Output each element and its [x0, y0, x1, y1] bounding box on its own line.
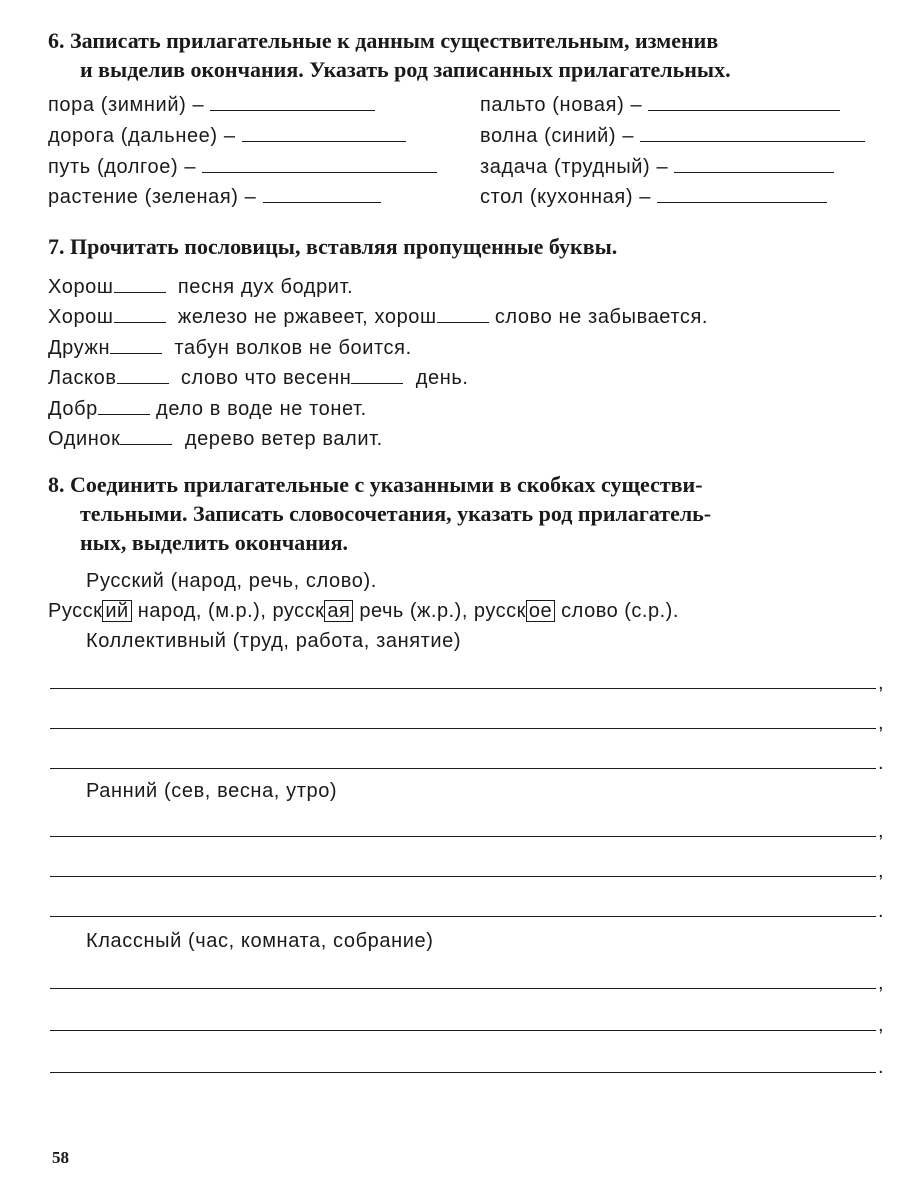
task7-number: 7.	[48, 234, 65, 259]
letter-blank[interactable]	[114, 308, 166, 323]
task6-heading	[48, 26, 883, 84]
group-title-collective: Коллективный (труд, работа, занятие)	[86, 630, 462, 652]
answer-blank[interactable]	[648, 94, 840, 111]
writing-line[interactable]	[50, 836, 876, 837]
writing-line[interactable]	[50, 988, 876, 989]
group-title-early: Ранний (сев, весна, утро)	[86, 780, 338, 802]
task8-text-line1: Соединить прилагательные с указанными в скобках существи-	[70, 472, 703, 497]
writing-line[interactable]	[50, 688, 876, 689]
writing-line[interactable]	[50, 728, 876, 729]
task6-left-item: дорога (дальнее) –	[48, 125, 406, 148]
task7-text: Прочитать пословицы, вставляя пропущенные буквы.	[70, 234, 618, 259]
group-title-class: Классный (час, комната, собрание)	[86, 930, 434, 952]
task7-heading	[48, 232, 883, 261]
writing-line[interactable]	[50, 1030, 876, 1031]
task6-left-item: растение (зеленая) –	[48, 186, 381, 209]
ending-box: ое	[526, 600, 555, 622]
answer-blank[interactable]	[263, 186, 381, 203]
proverb-line: Хорош железо не ржавеет, хорош слово не забывается.	[48, 306, 709, 328]
writing-line[interactable]	[50, 916, 876, 917]
letter-blank[interactable]	[351, 369, 403, 384]
task6-number: 6.	[48, 28, 65, 53]
task6-right-item: волна (синий) –	[480, 125, 865, 148]
task6-right-item: пальто (новая) –	[480, 94, 840, 117]
ending-box: ая	[324, 600, 353, 622]
answer-blank[interactable]	[242, 125, 406, 142]
task6-left-item: путь (долгое) –	[48, 156, 437, 179]
answer-blank[interactable]	[202, 156, 437, 173]
task6-right-item: стол (кухонная) –	[480, 186, 827, 209]
writing-line[interactable]	[50, 876, 876, 877]
ending-box: ий	[102, 600, 131, 622]
task6-right-item: задача (трудный) –	[480, 156, 834, 179]
letter-blank[interactable]	[120, 430, 172, 445]
answer-blank[interactable]	[674, 156, 834, 173]
task8-heading	[48, 470, 883, 557]
task8-text-line2: тельными. Записать словосочетания, указать род прилагатель-	[80, 501, 712, 526]
page-number: 58	[52, 1148, 69, 1167]
letter-blank[interactable]	[117, 369, 169, 384]
task6-left-item: пора (зимний) –	[48, 94, 375, 117]
task6-text-line2: и выделив окончания. Указать род записанных прилагательных.	[80, 57, 731, 82]
proverb-line: Одинок дерево ветер валит.	[48, 428, 383, 450]
letter-blank[interactable]	[437, 308, 489, 323]
task8-text-line3: ных, выделить окончания.	[80, 530, 348, 555]
answer-blank[interactable]	[210, 94, 375, 111]
letter-blank[interactable]	[114, 278, 166, 293]
proverb-line: Ласков слово что весенн день.	[48, 367, 469, 389]
letter-blank[interactable]	[110, 339, 162, 354]
task6-text-line1: Записать прилагательные к данным существительным, изменив	[70, 28, 719, 53]
answer-blank[interactable]	[640, 125, 865, 142]
writing-line[interactable]	[50, 768, 876, 769]
answer-blank[interactable]	[657, 186, 827, 203]
proverb-line: Добр дело в воде не тонет.	[48, 398, 367, 420]
proverb-line: Хорош песня дух бодрит.	[48, 276, 354, 298]
writing-line[interactable]	[50, 1072, 876, 1073]
task8-number: 8.	[48, 472, 65, 497]
example-answer: Русск ий народ, (м.р.), русск ая речь (ж.р.), русск ое слово (с.р.).	[48, 600, 679, 622]
letter-blank[interactable]	[98, 400, 150, 415]
proverb-line: Дружн табун волков не боится.	[48, 337, 412, 359]
workbook-page: 6. Записать прилагательные к данным существительным, изменив и выделив окончания. Указать род записанных прилагательных. пора (зимний) – дорога (дальнее) – путь (долгое) – растение (зеленая) – пальто (новая) – волна (синий) – задача (трудный) – стол (кухонная) – 7. Прочитать пословицы, вставляя пропущенные буквы. Хорош песня дух бодрит. Хорош железо не ржавеет, хорош слово не забывается. Дружн табун волков не боится. Ласков слово что весенн день. Добр дело в воде не тонет. Одинок дерево ветер валит. 8. Соединить прилагательные с указанными в скобках существи- тельными. Записать словосочетания, указать род прилагатель- ных, выделить окончания. Русский (народ, речь, слово). Русск ий народ, (м.р.), русск ая речь (ж.р.), русск ое слово (с.р.). Коллективный (труд, работа, занятие) , , . Ранний (сев, весна, утро) , , . Классный (час, комната, собрание) , , . 58	[48, 28, 884, 1167]
example-title: Русский (народ, речь, слово).	[86, 570, 377, 592]
